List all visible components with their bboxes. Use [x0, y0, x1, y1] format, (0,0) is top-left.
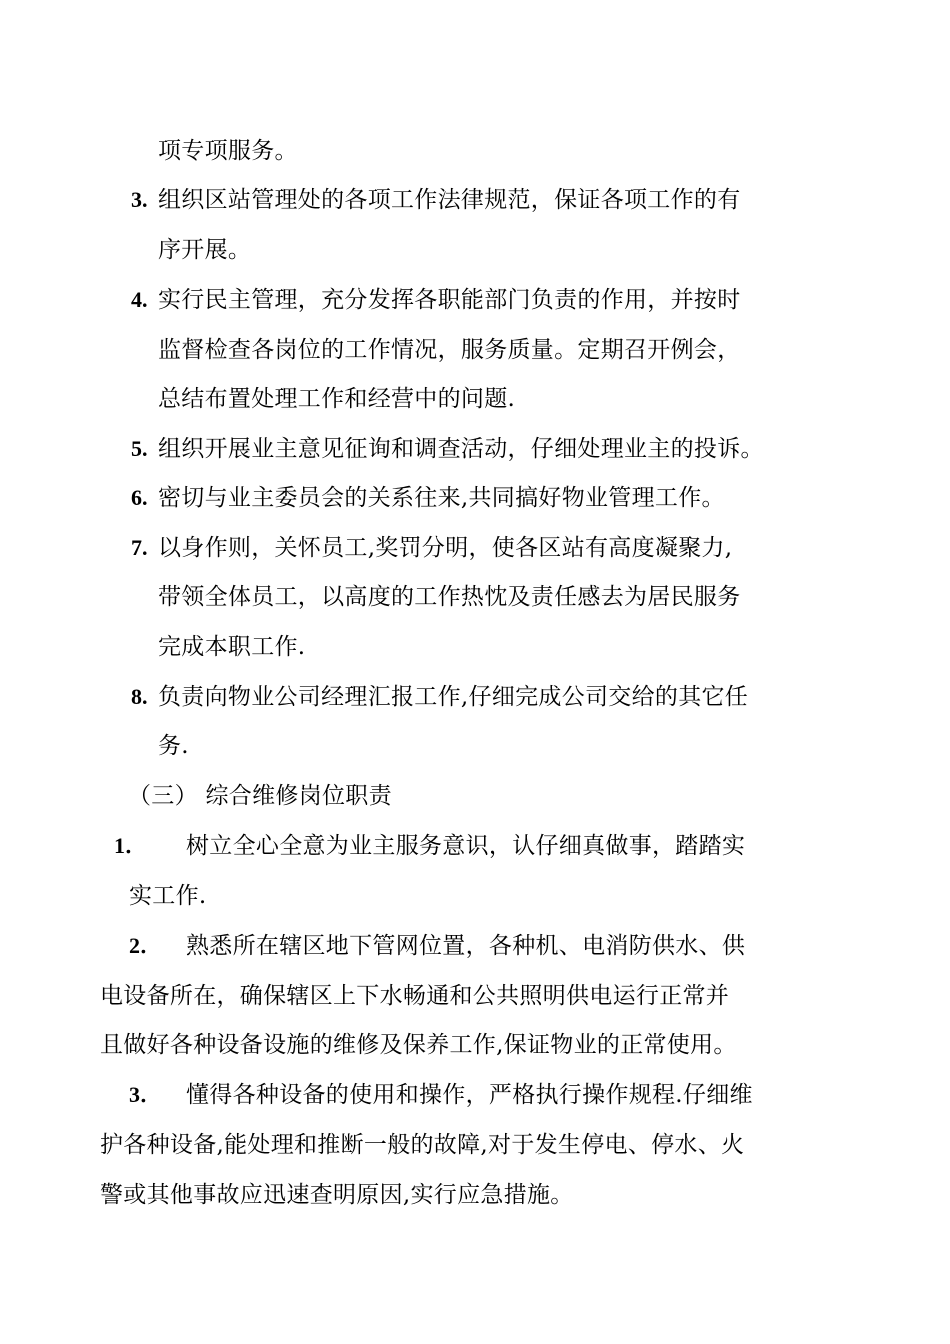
list-number: 1．	[114, 833, 148, 858]
text-line: 实行民主管理，充分发挥各职能部门负责的作用，并按时	[158, 287, 741, 313]
list-number: 8.	[131, 684, 148, 709]
text-line: 实工作.	[129, 883, 207, 909]
text-line: 组织开展业主意见征询和调查活动，仔细处理业主的投诉。	[158, 436, 764, 462]
text-line: 务.	[158, 733, 189, 759]
list-number: 6.	[131, 485, 148, 510]
list-number: 7.	[131, 535, 148, 560]
text-line: 带领全体员工，以高度的工作热忱及责任感去为居民服务	[158, 584, 741, 610]
text-line: 懂得各种设备的使用和操作，严格执行操作规程.仔细维	[186, 1082, 753, 1108]
text-line: 负责向物业公司经理汇报工作,仔细完成公司交给的其它任	[158, 684, 749, 710]
list-number: 3．	[129, 1082, 163, 1107]
text-line: 以身作则，关怀员工,奖罚分明，使各区站有高度凝聚力,	[158, 535, 733, 561]
text-line: 监督检查各岗位的工作情况，服务质量。定期召开例会，	[158, 337, 741, 363]
text-line: 组织区站管理处的各项工作法律规范，保证各项工作的有	[158, 187, 741, 213]
text-line: 警或其他事故应迅速查明原因,实行应急措施。	[100, 1182, 574, 1208]
text-line: 密切与业主委员会的关系往来,共同搞好物业管理工作。	[158, 485, 725, 511]
text-line: 护各种设备,能处理和推断一般的故障,对于发生停电、停水、火	[100, 1132, 745, 1158]
list-number: 5.	[131, 436, 148, 461]
text-line: 序开展。	[158, 237, 252, 263]
list-number: 2．	[129, 933, 163, 958]
list-number: 3.	[131, 187, 148, 212]
text-line: 项专项服务。	[158, 138, 298, 164]
text-line: 树立全心全意为业主服务意识，认仔细真做事，踏踏实	[186, 833, 746, 859]
text-line: 完成本职工作.	[158, 634, 306, 660]
text-line: 且做好各种设备设施的维修及保养工作,保证物业的正常使用。	[100, 1032, 737, 1058]
list-number: 4.	[131, 287, 148, 312]
text-line: 电设备所在，确保辖区上下水畅通和公共照明供电运行正常并	[100, 983, 730, 1009]
text-line: 熟悉所在辖区地下管网位置，各种机、电消防供水、供	[186, 933, 746, 959]
section-heading: （三） 综合维修岗位职责	[128, 783, 392, 809]
text-line: 总结布置处理工作和经营中的问题.	[158, 386, 516, 412]
